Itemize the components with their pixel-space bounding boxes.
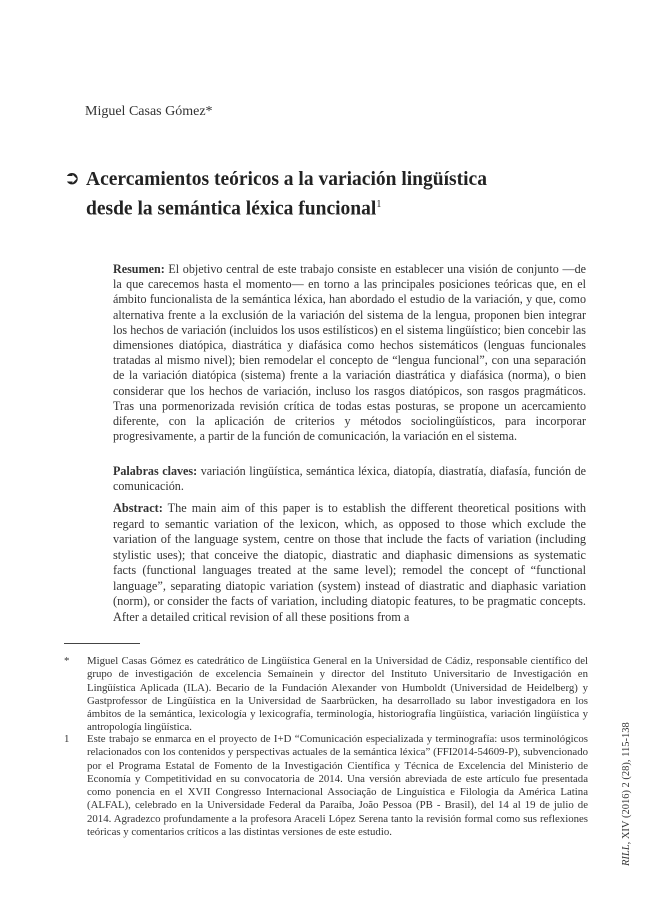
abstract-text: The main aim of this paper is to establish the different theoretical positions with regard to semantic variation of the lexicon, which, as opposed to those which exclude the variation of the language system, centre on those that include the facts of variation (including stylistic uses); that conceive the diatopic, diastratic and diaphasic dimensions as systematic facts (functional languages treated at the same level); remodel the concept of “functional language”, separating diatopic variation (system) instead of diastratic and diaphasic variation (norm), or consider the facts of variation, including diatopic features, to be pragmatic concepts. After a detailed critical revision of all these positions from a [113,501,586,624]
keywords-section [113,464,586,494]
author-name: Miguel Casas Gómez* [85,104,213,119]
title-footnote-mark: 1 [376,199,382,210]
keywords-label: Palabras claves: [113,464,198,478]
footnote-text: Este trabajo se enmarca en el proyecto de I+D “Comunicación especializada y terminografía: usos terminológicos relacionados con los contenidos y perspectivas actuales de la semántica léxica” (FFI2014-54609-P), subvencionado por el Programa Estatal de Fomento de la Investigación Científica y Técnica de Excelencia del Ministerio de Economía y Competitividad en su convocatoria de 2014. Una versión abreviada de este artículo fue presentada como ponencia en el XVII Congresso Internacional Associação de Linguística e Filologia da América Latina (ALFAL), celebrado en la Universidade Federal da Paraíba, João Pessoa (PB - Brasil), del 14 al 19 de julio de 2014. Agradezco profundamente a la profesora Araceli López Serena tanto la revisión formal como sus reflexiones teóricas y comentarios críticos a las distintas versiones de este estudio. [87,733,588,839]
article-title-block [64,167,604,222]
resumen-text: El objetivo central de este trabajo consiste en establecer una visión de conjunto —de la que carecemos hasta el momento— en torno a las principales posiciones teóricas que, en el ámbito funcionalista de la semántica léxica, han abordado el estudio de la variación, y que, como alternativa frente a la exclusión de la variación del sistema de la lengua, proponen bien integrar los hechos de variación (incluidos los usos estilísticos) en el sistema lingüístico; bien concebir las dimensiones diatópica, diastrática y diafásica como hechos sistemáticos (lenguas funcionales tratadas al mismo nivel); bien remodelar el concepto de “lengua funcional”, con una separación de la variación diatópica (sistema) frente a la variación diastrática y diafásica (norma), o bien considerar que los hechos de variación, incluso los rasgos diatópicos, son rasgos pragmáticos. Tras una pormenorizada revisión crítica de todas estas posturas, se propone un acercamiento diferente, con la aplicación de criterios y métodos sociolingüísticos, para incorporar progresivamente, a partir de la función de comunicación, la variación en el sistema. [113,262,586,444]
footnote-divider [64,643,140,644]
resumen-section [113,262,586,444]
title-line-2: desde la semántica léxica funcional [86,198,377,220]
footnote-mark: 1 [64,733,70,745]
journal-citation: , XIV (2016) 2 (28), 115-138 [621,722,632,845]
journal-citation-sidebar [621,722,632,866]
footnote-project [64,733,588,839]
abstract-label: Abstract: [113,501,163,515]
footnote-mark: * [64,655,70,667]
abstract-section [113,501,586,625]
footnote-text: Miguel Casas Gómez es catedrático de Lingüística General en la Universidad de Cádiz, responsable científico del grupo de investigación de excelencia Semaínein y director del Instituto Universitario de Investigación en Lingüística Aplicada (ILA). Becario de la Fundación Alexander von Humboldt (Universidad de Heidelberg) y Gastprofessor de Lingüística en la Universidad de Saarbrücken, ha desarrollado su labor investigadora en los ámbitos de la semántica, lexicología y lexicografía, terminología, historiografía lingüística, variación lingüística y antropología lingüística. [87,655,588,734]
footnote-author [64,655,588,735]
arrow-icon: ➲ [64,167,80,189]
resumen-label: Resumen: [113,262,165,276]
journal-name: RILL [621,844,632,866]
title-line-1: Acercamientos teóricos a la variación lingüística [86,169,487,190]
article-title [86,167,604,222]
keywords-text: variación lingüística, semántica léxica, diatopía, diastratía, diafasía, función de comunicación. [113,464,586,494]
